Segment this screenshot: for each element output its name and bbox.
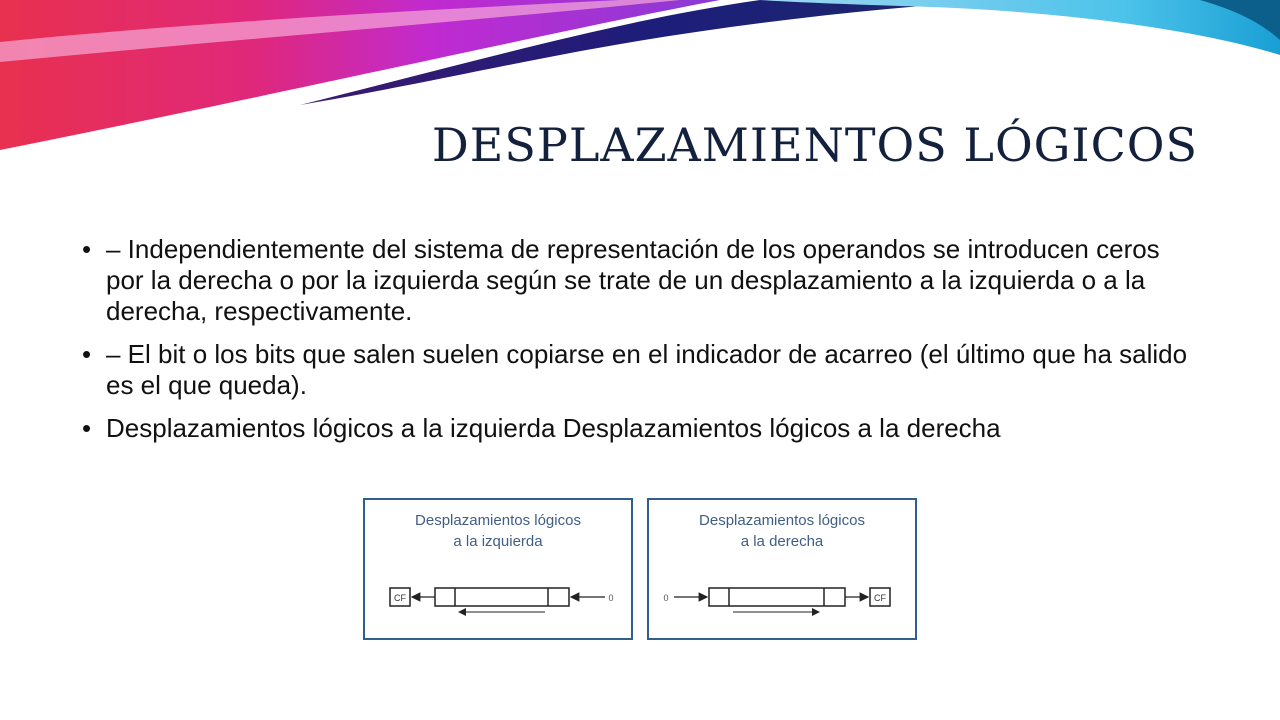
caption-line: a la derecha xyxy=(740,533,824,550)
shift-right-diagram xyxy=(647,498,917,640)
caption-line: a la izquierda xyxy=(453,533,543,550)
bullet-item xyxy=(80,413,1190,444)
bullet-marker: • xyxy=(82,413,92,443)
slide-title: DESPLAZAMIENTOS LÓGICOS xyxy=(431,118,1198,172)
carry-flag-label: CF xyxy=(874,593,886,603)
bullet-marker: • xyxy=(82,234,92,264)
zero-input-label: 0 xyxy=(608,593,614,603)
carry-flag-label: CF xyxy=(394,593,406,603)
shift-left-drawing xyxy=(365,500,635,642)
bullet-text: – Independientemente del sistema de representación de los operandos se introducen ceros por la derecha o por la izquierda según se trate de un desplazamiento a la izquierda o a la derecha, respectivamente. xyxy=(106,234,1160,326)
bullet-item xyxy=(80,234,1190,327)
zero-input-label: 0 xyxy=(663,593,669,603)
caption-line: Desplazamientos lógicos xyxy=(699,512,865,529)
shift-left-diagram xyxy=(363,498,633,640)
shift-right-drawing xyxy=(649,500,919,642)
bullet-text: Desplazamientos lógicos a la izquierda Desplazamientos lógicos a la derecha xyxy=(106,413,1001,443)
bullet-list xyxy=(80,234,1190,456)
bullet-marker: • xyxy=(82,339,92,369)
bullet-item xyxy=(80,339,1190,401)
bullet-text: – El bit o los bits que salen suelen copiarse en el indicador de acarreo (el último que ha salido es el que queda). xyxy=(106,339,1188,400)
caption-line: Desplazamientos lógicos xyxy=(415,512,581,529)
